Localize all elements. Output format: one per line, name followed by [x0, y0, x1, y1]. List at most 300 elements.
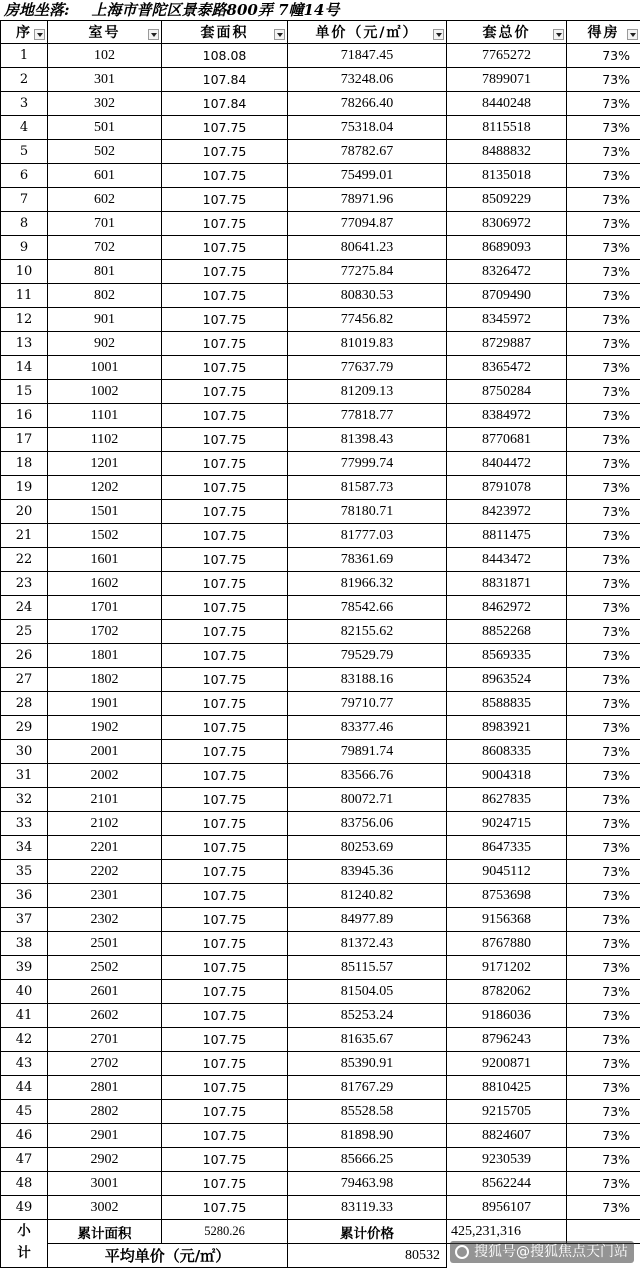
- table-row: [1, 1076, 640, 1100]
- total-price: 8404472: [447, 452, 567, 476]
- row-index: 47: [1, 1148, 48, 1172]
- unit-price: 73248.06: [288, 68, 447, 92]
- unit-price: 79463.98: [288, 1172, 447, 1196]
- row-index: 2: [1, 68, 48, 92]
- room-number: 1801: [48, 644, 162, 668]
- unit-price: 80072.71: [288, 788, 447, 812]
- total-price: 8588835: [447, 692, 567, 716]
- unit-area: 107.75: [162, 1028, 288, 1052]
- room-number: 1202: [48, 476, 162, 500]
- room-number: 2201: [48, 836, 162, 860]
- room-number: 902: [48, 332, 162, 356]
- unit-area: 107.75: [162, 740, 288, 764]
- table-row: [1, 1004, 640, 1028]
- column-header[interactable]: 得房: [567, 21, 640, 44]
- room-number: 2601: [48, 980, 162, 1004]
- row-index: 7: [1, 188, 48, 212]
- column-header[interactable]: 序: [1, 21, 48, 44]
- header-row: [1, 21, 640, 44]
- efficiency-rate: 73%: [567, 932, 640, 956]
- unit-area: 107.75: [162, 884, 288, 908]
- unit-price: 81966.32: [288, 572, 447, 596]
- unit-price: 81767.29: [288, 1076, 447, 1100]
- room-number: 2101: [48, 788, 162, 812]
- room-number: 1901: [48, 692, 162, 716]
- row-index: 32: [1, 788, 48, 812]
- table-row: [1, 644, 640, 668]
- total-price: 8796243: [447, 1028, 567, 1052]
- table-row: [1, 692, 640, 716]
- unit-price: 78361.69: [288, 548, 447, 572]
- room-number: 102: [48, 44, 162, 68]
- total-price: 7899071: [447, 68, 567, 92]
- total-price: 8770681: [447, 428, 567, 452]
- unit-area: 107.75: [162, 356, 288, 380]
- row-index: 34: [1, 836, 48, 860]
- unit-price: 80830.53: [288, 284, 447, 308]
- room-number: 1102: [48, 428, 162, 452]
- room-number: 802: [48, 284, 162, 308]
- unit-price: 81504.05: [288, 980, 447, 1004]
- unit-price: 79891.74: [288, 740, 447, 764]
- unit-area: 107.75: [162, 332, 288, 356]
- unit-area: 107.75: [162, 980, 288, 1004]
- total-price: 8750284: [447, 380, 567, 404]
- table-row: [1, 788, 640, 812]
- efficiency-rate: 73%: [567, 572, 640, 596]
- room-number: 1701: [48, 596, 162, 620]
- room-number: 602: [48, 188, 162, 212]
- table-row: [1, 164, 640, 188]
- unit-price: 77456.82: [288, 308, 447, 332]
- unit-area: 107.75: [162, 788, 288, 812]
- total-price-value: 425,231,316: [447, 1220, 567, 1244]
- table-row: [1, 428, 640, 452]
- room-number: 601: [48, 164, 162, 188]
- table-row: [1, 548, 640, 572]
- room-number: 2102: [48, 812, 162, 836]
- room-number: 1001: [48, 356, 162, 380]
- room-number: 302: [48, 92, 162, 116]
- room-number: 1101: [48, 404, 162, 428]
- unit-price: 81240.82: [288, 884, 447, 908]
- table-row: [1, 1100, 640, 1124]
- unit-area: 107.75: [162, 716, 288, 740]
- unit-area: 107.75: [162, 452, 288, 476]
- unit-area: 107.75: [162, 164, 288, 188]
- unit-price: 77094.87: [288, 212, 447, 236]
- total-price: 8963524: [447, 668, 567, 692]
- total-price: 8462972: [447, 596, 567, 620]
- room-number: 3002: [48, 1196, 162, 1220]
- filter-dropdown-icon[interactable]: [627, 29, 638, 40]
- row-index: 49: [1, 1196, 48, 1220]
- table-row: [1, 956, 640, 980]
- room-number: 2602: [48, 1004, 162, 1028]
- row-index: 23: [1, 572, 48, 596]
- row-index: 33: [1, 812, 48, 836]
- unit-price: 79529.79: [288, 644, 447, 668]
- table-row: [1, 452, 640, 476]
- table-row: [1, 1148, 640, 1172]
- unit-area: 107.84: [162, 68, 288, 92]
- total-price: 8782062: [447, 980, 567, 1004]
- efficiency-rate: 73%: [567, 188, 640, 212]
- total-price: 8647335: [447, 836, 567, 860]
- unit-price: 85115.57: [288, 956, 447, 980]
- unit-area: 107.75: [162, 212, 288, 236]
- efficiency-rate: 73%: [567, 860, 640, 884]
- unit-area: 107.75: [162, 1100, 288, 1124]
- watermark-text: 搜狐号@搜狐焦点天门站: [474, 1244, 628, 1260]
- table-row: [1, 572, 640, 596]
- table-row: [1, 1172, 640, 1196]
- unit-price: 83566.76: [288, 764, 447, 788]
- row-index: 39: [1, 956, 48, 980]
- total-price: 9171202: [447, 956, 567, 980]
- unit-price: 78266.40: [288, 92, 447, 116]
- table-row: [1, 212, 640, 236]
- efficiency-rate: 73%: [567, 644, 640, 668]
- total-price: 8983921: [447, 716, 567, 740]
- unit-area: 107.84: [162, 92, 288, 116]
- unit-price: 75499.01: [288, 164, 447, 188]
- row-index: 24: [1, 596, 48, 620]
- row-index: 14: [1, 356, 48, 380]
- room-number: 301: [48, 68, 162, 92]
- column-header[interactable]: 室号: [48, 21, 162, 44]
- filter-dropdown-icon[interactable]: [148, 29, 159, 40]
- row-index: 26: [1, 644, 48, 668]
- table-row: [1, 1196, 640, 1220]
- room-number: 1702: [48, 620, 162, 644]
- unit-area: 107.75: [162, 1004, 288, 1028]
- room-number: 1802: [48, 668, 162, 692]
- unit-area: 107.75: [162, 836, 288, 860]
- total-price: 8831871: [447, 572, 567, 596]
- efficiency-rate: 73%: [567, 980, 640, 1004]
- row-index: 30: [1, 740, 48, 764]
- room-number: 2802: [48, 1100, 162, 1124]
- total-price: 9215705: [447, 1100, 567, 1124]
- total-price: 8326472: [447, 260, 567, 284]
- summary-row: [1, 1220, 640, 1244]
- efficiency-rate: 73%: [567, 524, 640, 548]
- row-index: 20: [1, 500, 48, 524]
- efficiency-rate: 73%: [567, 1172, 640, 1196]
- table-row: [1, 908, 640, 932]
- room-number: 2501: [48, 932, 162, 956]
- unit-area: 107.75: [162, 572, 288, 596]
- efficiency-rate: 73%: [567, 548, 640, 572]
- unit-price: 80641.23: [288, 236, 447, 260]
- efficiency-rate: 73%: [567, 1076, 640, 1100]
- table-row: [1, 1028, 640, 1052]
- table-row: [1, 836, 640, 860]
- efficiency-rate: 73%: [567, 212, 640, 236]
- total-price: 8423972: [447, 500, 567, 524]
- total-price: 8440248: [447, 92, 567, 116]
- room-number: 1502: [48, 524, 162, 548]
- efficiency-rate: 73%: [567, 44, 640, 68]
- table-row: [1, 188, 640, 212]
- room-number: 1201: [48, 452, 162, 476]
- filter-dropdown-icon[interactable]: [34, 29, 45, 40]
- table-row: [1, 812, 640, 836]
- total-price: 8608335: [447, 740, 567, 764]
- total-price: 9156368: [447, 908, 567, 932]
- row-index: 9: [1, 236, 48, 260]
- room-number: 1002: [48, 380, 162, 404]
- table-row: [1, 764, 640, 788]
- total-price: 8306972: [447, 212, 567, 236]
- row-index: 38: [1, 932, 48, 956]
- efficiency-rate: 73%: [567, 812, 640, 836]
- efficiency-rate: 73%: [567, 404, 640, 428]
- unit-area: 107.75: [162, 1076, 288, 1100]
- total-price: 8488832: [447, 140, 567, 164]
- unit-price: 77818.77: [288, 404, 447, 428]
- total-price: 8562244: [447, 1172, 567, 1196]
- row-index: 36: [1, 884, 48, 908]
- average-price-value: 80532: [288, 1244, 447, 1268]
- efficiency-rate: 73%: [567, 1028, 640, 1052]
- filter-dropdown-icon[interactable]: [553, 29, 564, 40]
- row-index: 22: [1, 548, 48, 572]
- efficiency-rate: 73%: [567, 1004, 640, 1028]
- row-index: 31: [1, 764, 48, 788]
- total-price: 8753698: [447, 884, 567, 908]
- room-number: 501: [48, 116, 162, 140]
- table-row: [1, 1052, 640, 1076]
- table-row: [1, 236, 640, 260]
- total-price: 9230539: [447, 1148, 567, 1172]
- unit-price: 83756.06: [288, 812, 447, 836]
- unit-area: 107.75: [162, 188, 288, 212]
- efficiency-rate: 73%: [567, 476, 640, 500]
- unit-price: 81209.13: [288, 380, 447, 404]
- unit-area: 107.75: [162, 476, 288, 500]
- filter-dropdown-icon[interactable]: [433, 29, 444, 40]
- unit-price: 78180.71: [288, 500, 447, 524]
- table-row: [1, 500, 640, 524]
- unit-price: 81587.73: [288, 476, 447, 500]
- unit-area: 107.75: [162, 1196, 288, 1220]
- row-index: 37: [1, 908, 48, 932]
- unit-area: 107.75: [162, 524, 288, 548]
- total-price: 8384972: [447, 404, 567, 428]
- room-number: 2701: [48, 1028, 162, 1052]
- efficiency-rate: 73%: [567, 1124, 640, 1148]
- efficiency-rate: 73%: [567, 308, 640, 332]
- table-row: [1, 380, 640, 404]
- total-price: 8135018: [447, 164, 567, 188]
- row-index: 3: [1, 92, 48, 116]
- table-body: [1, 44, 640, 1220]
- unit-price: 85253.24: [288, 1004, 447, 1028]
- unit-price: 78542.66: [288, 596, 447, 620]
- efficiency-rate: 73%: [567, 716, 640, 740]
- row-index: 18: [1, 452, 48, 476]
- row-index: 12: [1, 308, 48, 332]
- table-row: [1, 716, 640, 740]
- total-price: 9024715: [447, 812, 567, 836]
- unit-area: 107.75: [162, 860, 288, 884]
- unit-area: 107.75: [162, 1052, 288, 1076]
- room-number: 2202: [48, 860, 162, 884]
- total-price: 9186036: [447, 1004, 567, 1028]
- unit-price: 83377.46: [288, 716, 447, 740]
- total-price: 9045112: [447, 860, 567, 884]
- unit-price: 71847.45: [288, 44, 447, 68]
- row-index: 29: [1, 716, 48, 740]
- filter-dropdown-icon[interactable]: [274, 29, 285, 40]
- row-index: 45: [1, 1100, 48, 1124]
- unit-area: 107.75: [162, 908, 288, 932]
- table-row: [1, 980, 640, 1004]
- room-number: 2902: [48, 1148, 162, 1172]
- table-row: [1, 44, 640, 68]
- unit-area: 107.75: [162, 764, 288, 788]
- row-index: 41: [1, 1004, 48, 1028]
- unit-price: 79710.77: [288, 692, 447, 716]
- location-label: 房地坐落:: [4, 1, 70, 19]
- efficiency-rate: 73%: [567, 356, 640, 380]
- row-index: 21: [1, 524, 48, 548]
- room-number: 2002: [48, 764, 162, 788]
- efficiency-rate: 73%: [567, 260, 640, 284]
- total-price: 8365472: [447, 356, 567, 380]
- total-area-value: 5280.26: [162, 1220, 288, 1244]
- unit-price: 85390.91: [288, 1052, 447, 1076]
- row-index: 11: [1, 284, 48, 308]
- room-number: 1902: [48, 716, 162, 740]
- unit-price: 77999.74: [288, 452, 447, 476]
- table-row: [1, 884, 640, 908]
- efficiency-rate: 73%: [567, 884, 640, 908]
- room-number: 2302: [48, 908, 162, 932]
- watermark: [450, 1241, 634, 1263]
- room-number: 2702: [48, 1052, 162, 1076]
- efficiency-rate: 73%: [567, 1052, 640, 1076]
- unit-area: 107.75: [162, 284, 288, 308]
- unit-area: 107.75: [162, 308, 288, 332]
- unit-price: 75318.04: [288, 116, 447, 140]
- row-index: 40: [1, 980, 48, 1004]
- row-index: 35: [1, 860, 48, 884]
- unit-area: 107.75: [162, 236, 288, 260]
- total-price: 8689093: [447, 236, 567, 260]
- row-index: 27: [1, 668, 48, 692]
- row-index: 16: [1, 404, 48, 428]
- table-row: [1, 524, 640, 548]
- efficiency-rate: 73%: [567, 332, 640, 356]
- row-index: 43: [1, 1052, 48, 1076]
- efficiency-rate: 73%: [567, 836, 640, 860]
- table-row: [1, 860, 640, 884]
- total-price: 8810425: [447, 1076, 567, 1100]
- unit-price: 82155.62: [288, 620, 447, 644]
- unit-area: 107.75: [162, 596, 288, 620]
- unit-area: 107.75: [162, 932, 288, 956]
- property-address: 上海市普陀区景泰路800弄 7幢14号: [92, 1, 340, 19]
- table-row: [1, 284, 640, 308]
- room-number: 502: [48, 140, 162, 164]
- unit-price: 78971.96: [288, 188, 447, 212]
- row-index: 1: [1, 44, 48, 68]
- unit-area: 107.75: [162, 668, 288, 692]
- unit-area: 107.75: [162, 812, 288, 836]
- row-index: 48: [1, 1172, 48, 1196]
- unit-area: 108.08: [162, 44, 288, 68]
- total-price: 8509229: [447, 188, 567, 212]
- unit-price: 83119.33: [288, 1196, 447, 1220]
- table-row: [1, 68, 640, 92]
- unit-area: 107.75: [162, 1124, 288, 1148]
- efficiency-rate: 73%: [567, 956, 640, 980]
- room-number: 701: [48, 212, 162, 236]
- efficiency-rate: 73%: [567, 692, 640, 716]
- table-row: [1, 668, 640, 692]
- unit-price: 77275.84: [288, 260, 447, 284]
- table-row: [1, 740, 640, 764]
- row-index: 4: [1, 116, 48, 140]
- efficiency-rate: 73%: [567, 140, 640, 164]
- unit-area: 107.75: [162, 428, 288, 452]
- unit-price: 81898.90: [288, 1124, 447, 1148]
- room-number: 2502: [48, 956, 162, 980]
- room-number: 1601: [48, 548, 162, 572]
- unit-area: 107.75: [162, 644, 288, 668]
- total-price: 8956107: [447, 1196, 567, 1220]
- efficiency-rate: 73%: [567, 92, 640, 116]
- efficiency-rate: 73%: [567, 68, 640, 92]
- total-price: 8569335: [447, 644, 567, 668]
- subtotal-label: 小计: [1, 1220, 48, 1268]
- efficiency-rate: 73%: [567, 908, 640, 932]
- unit-area: 107.75: [162, 692, 288, 716]
- unit-price: 84977.89: [288, 908, 447, 932]
- total-price: 9004318: [447, 764, 567, 788]
- column-header[interactable]: 套面积: [162, 21, 288, 44]
- unit-price: 83945.36: [288, 860, 447, 884]
- row-index: 25: [1, 620, 48, 644]
- efficiency-rate: 73%: [567, 236, 640, 260]
- total-price: 8811475: [447, 524, 567, 548]
- table-row: [1, 260, 640, 284]
- table-row: [1, 932, 640, 956]
- column-header[interactable]: 套总价: [447, 21, 567, 44]
- table-row: [1, 356, 640, 380]
- room-number: 3001: [48, 1172, 162, 1196]
- unit-price: 77637.79: [288, 356, 447, 380]
- table-row: [1, 1124, 640, 1148]
- row-index: 46: [1, 1124, 48, 1148]
- efficiency-rate: 73%: [567, 500, 640, 524]
- efficiency-rate: 73%: [567, 788, 640, 812]
- table-row: [1, 332, 640, 356]
- total-price: 8767880: [447, 932, 567, 956]
- row-index: 10: [1, 260, 48, 284]
- table-row: [1, 404, 640, 428]
- column-header[interactable]: 单价（元/㎡）: [288, 21, 447, 44]
- total-price: 8709490: [447, 284, 567, 308]
- total-price: 9200871: [447, 1052, 567, 1076]
- efficiency-rate: 73%: [567, 1196, 640, 1220]
- unit-area: 107.75: [162, 956, 288, 980]
- efficiency-rate: 73%: [567, 284, 640, 308]
- table-row: [1, 308, 640, 332]
